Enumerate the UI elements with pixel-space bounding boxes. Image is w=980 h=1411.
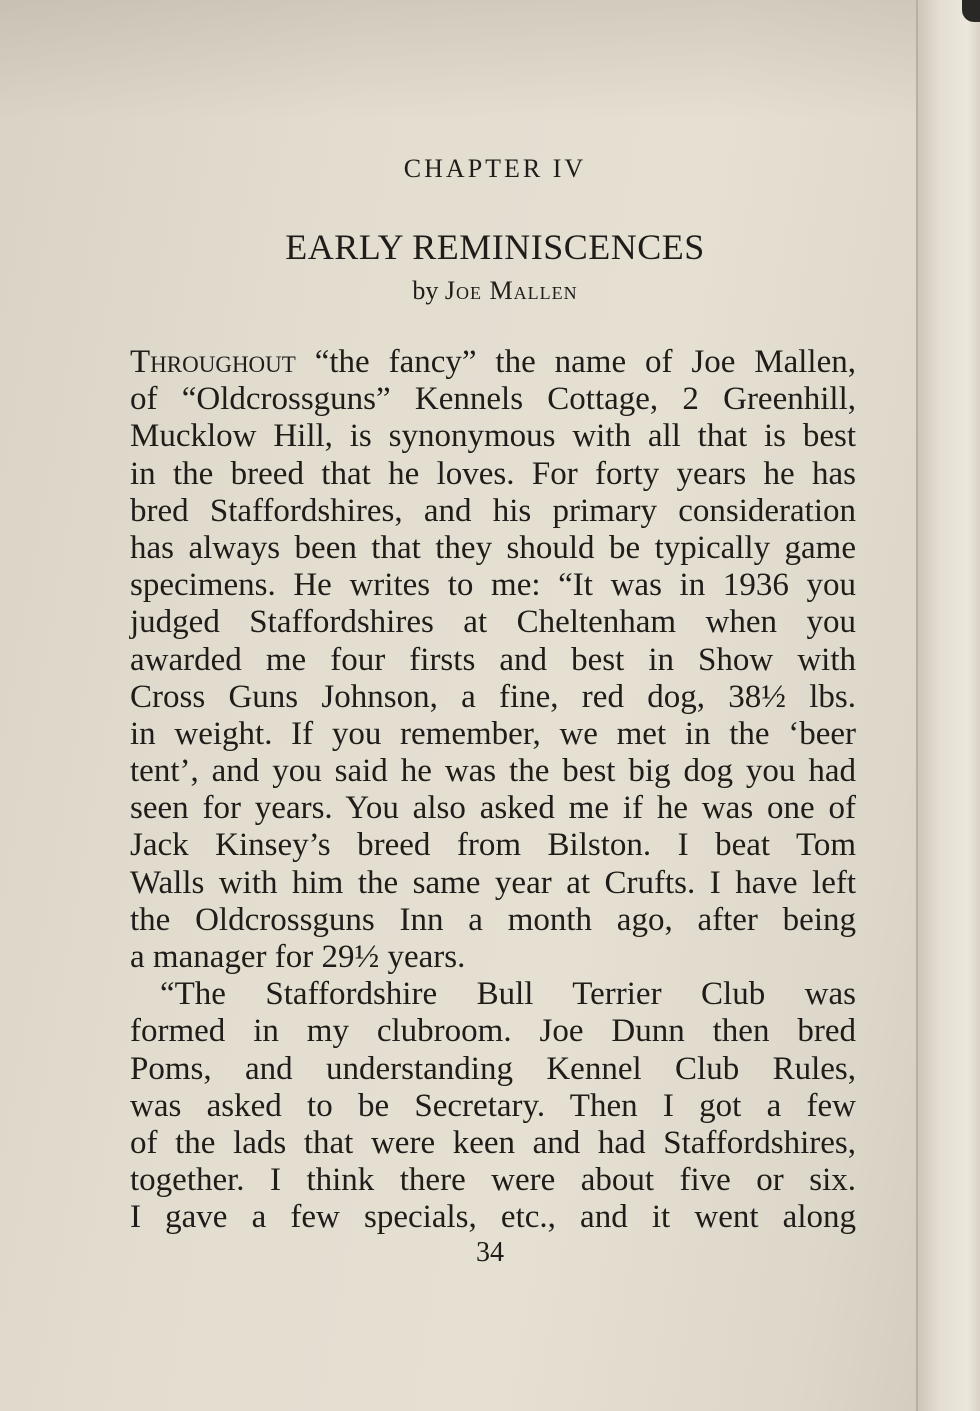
text-line: was asked to be Secretary. Then I got a few [130,1087,856,1124]
text-line: Walls with him the same year at Crufts. I have left [130,864,856,901]
text-line: Throughout “the fancy” the name of Joe Mallen, [130,344,856,380]
text-line: “The Staffordshire Bull Terrier Club was [160,976,856,1013]
byline-author: Joe Mallen [444,276,578,305]
page-shading [0,0,980,120]
text-line: Mucklow Hill, is synonymous with all that is best [130,418,856,455]
text-line: formed in my clubroom. Joe Dunn then bred [130,1013,856,1050]
text-line: Jack Kinsey’s breed from Bilston. I beat Tom [130,827,856,864]
text-line: specimens. He writes to me: “It was in 1936 you [130,567,856,604]
body-text [130,344,856,1237]
text-line: seen for years. You also asked me if he was one of [130,790,856,827]
lead-word: Throughout [130,344,296,380]
book-cover-corner [962,0,980,22]
text-line: a manager for 29½ years. [130,939,466,975]
text-line: Poms, and understanding Kennel Club Rules, [130,1050,856,1087]
text-line: I gave a few specials, etc., and it went along [130,1199,856,1236]
text-line: Cross Guns Johnson, a fine, red dog, 38½ lbs. [130,678,856,715]
text-line: of the lads that were keen and had Staffordshires, [130,1124,856,1161]
text-line: tent’, and you said he was the best big dog you had [130,753,856,790]
next-page-edge [916,0,980,1411]
chapter-heading: CHAPTER IV [403,154,587,183]
byline [320,276,670,306]
text-line: together. I think there were about five or six. [130,1162,856,1199]
text-line: the Oldcrossguns Inn a month ago, after being [130,901,856,938]
text-line: judged Staffordshires at Cheltenham when you [130,604,856,641]
text-line: has always been that they should be typically game [130,529,856,566]
chapter-title: EARLY REMINISCENCES [285,227,705,267]
page-number: 34 [476,1237,504,1268]
text-line: in weight. If you remember, we met in the ‘beer [130,715,856,752]
text-line: of “Oldcrossguns” Kennels Cottage, 2 Greenhill, [130,381,856,418]
text-line: in the breed that he loves. For forty years he has [130,455,856,492]
text-line: bred Staffordshires, and his primary consideration [130,492,856,529]
text-line: awarded me four firsts and best in Show with [130,641,856,678]
byline-prefix: by [412,276,439,305]
